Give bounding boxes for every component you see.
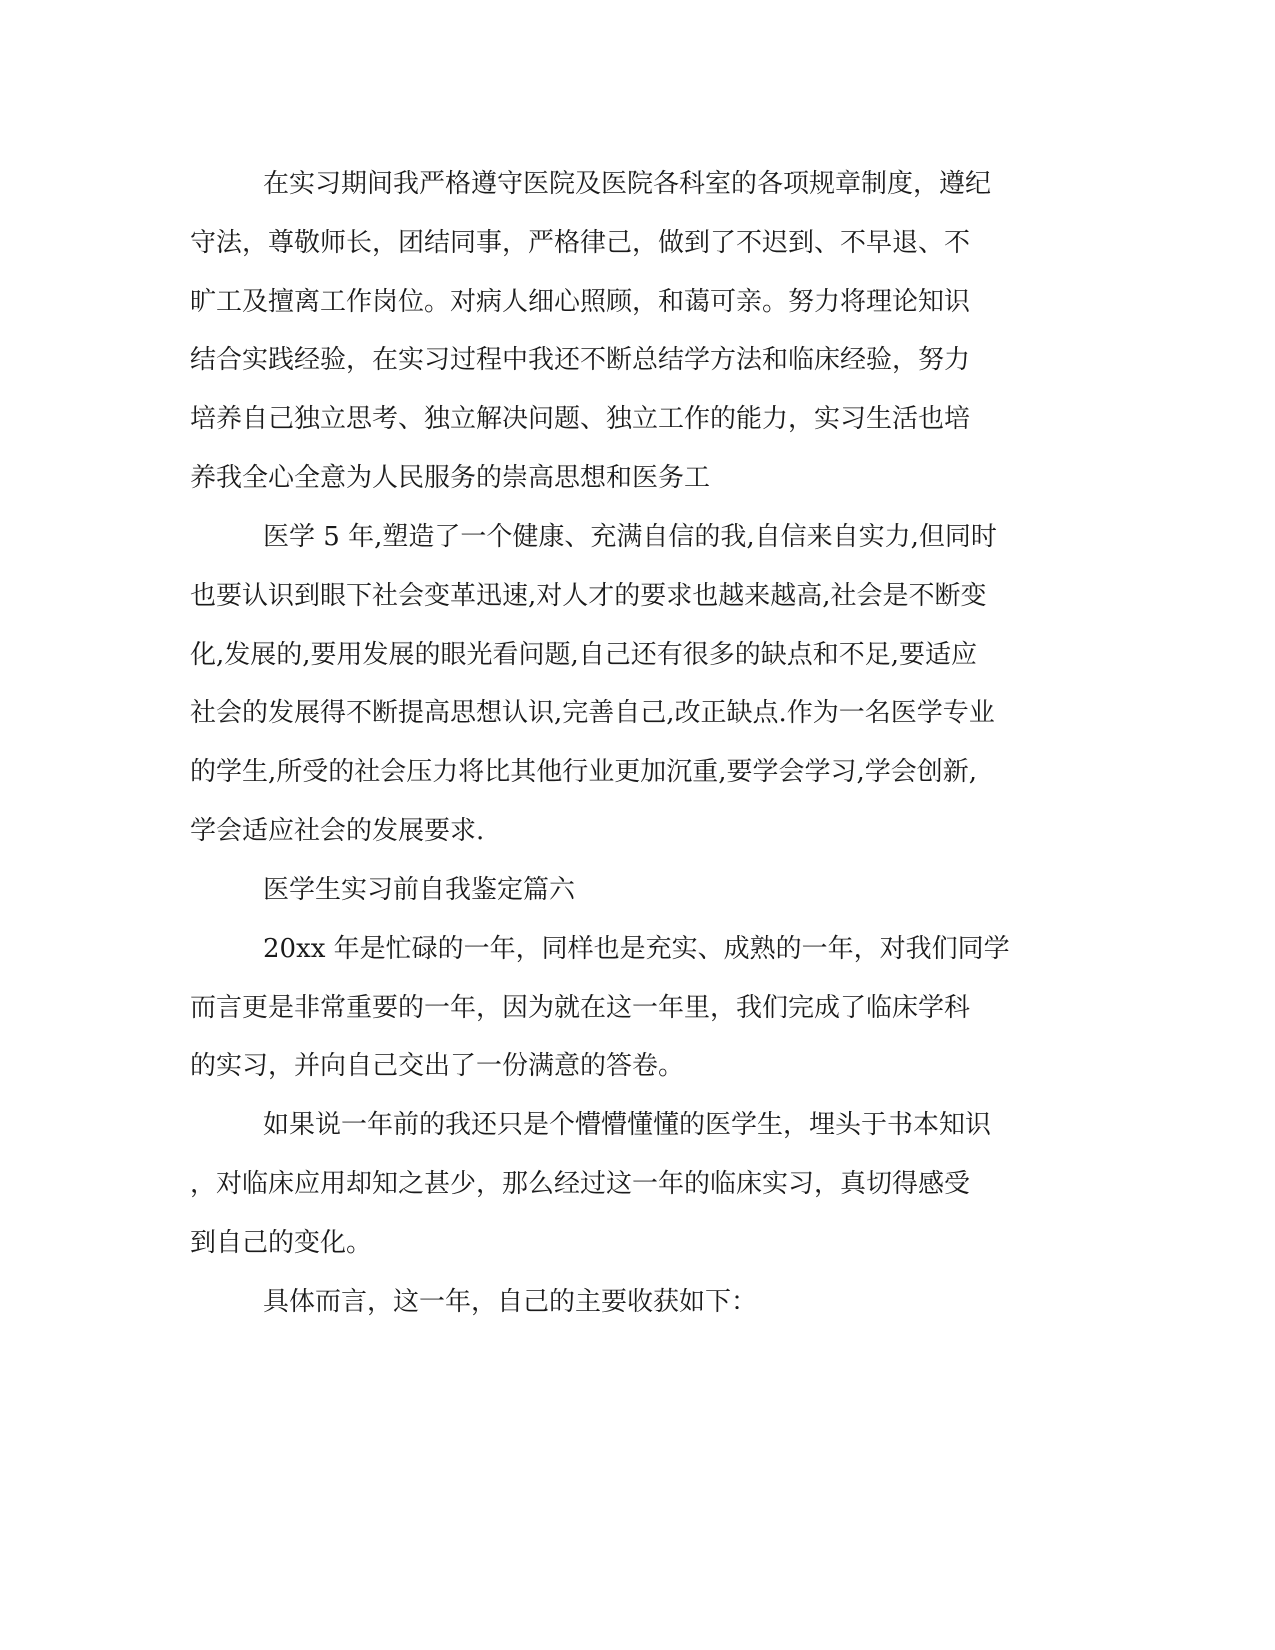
paragraph-line: 社会的发展得不断提高思想认识,完善自己,改正缺点.作为一名医学专业 xyxy=(190,698,995,728)
paragraph-line: 在实习期间我严格遵守医院及医院各科室的各项规章制度，遵纪 xyxy=(263,169,992,199)
paragraph-line: 医学 5 年,塑造了一个健康、充满自信的我,自信来自实力,但同时 xyxy=(263,522,997,552)
paragraph-line: 而言更是非常重要的一年，因为就在这一年里，我们完成了临床学科 xyxy=(190,993,971,1023)
paragraph-line: 如果说一年前的我还只是个懵懵懂懂的医学生，埋头于书本知识 xyxy=(263,1110,992,1140)
paragraph-line: 到自己的变化。 xyxy=(190,1228,373,1258)
paragraph-line: 学会适应社会的发展要求. xyxy=(190,816,485,846)
paragraph-line: 培养自己独立思考、独立解决问题、独立工作的能力，实习生活也培 xyxy=(190,404,971,434)
section-heading: 医学生实习前自我鉴定篇六 xyxy=(263,875,576,905)
paragraph-line: 具体而言，这一年，自己的主要收获如下： xyxy=(263,1287,758,1317)
paragraph-line: 结合实践经验，在实习过程中我还不断总结学方法和临床经验，努力 xyxy=(190,345,971,375)
paragraph-line: 也要认识到眼下社会变革迅速,对人才的要求也越来越高,社会是不断变 xyxy=(190,581,987,611)
paragraph-line: 的实习，并向自己交出了一份满意的答卷。 xyxy=(190,1051,685,1081)
paragraph-line: 化,发展的,要用发展的眼光看问题,自己还有很多的缺点和不足,要适应 xyxy=(190,640,978,670)
paragraph-line: 守法，尊敬师长，团结同事，严格律己，做到了不迟到、不早退、不 xyxy=(190,228,971,258)
paragraph-line: 旷工及擅离工作岗位。对病人细心照顾，和蔼可亲。努力将理论知识 xyxy=(190,287,971,317)
paragraph-line: ，对临床应用却知之甚少，那么经过这一年的临床实习，真切得感受 xyxy=(190,1169,971,1199)
paragraph-line: 20xx 年是忙碌的一年，同样也是充实、成熟的一年，对我们同学 xyxy=(263,934,1010,964)
paragraph-line: 的学生,所受的社会压力将比其他行业更加沉重,要学会学习,学会创新, xyxy=(190,757,978,787)
paragraph-line: 养我全心全意为人民服务的崇高思想和医务工 xyxy=(190,463,711,493)
